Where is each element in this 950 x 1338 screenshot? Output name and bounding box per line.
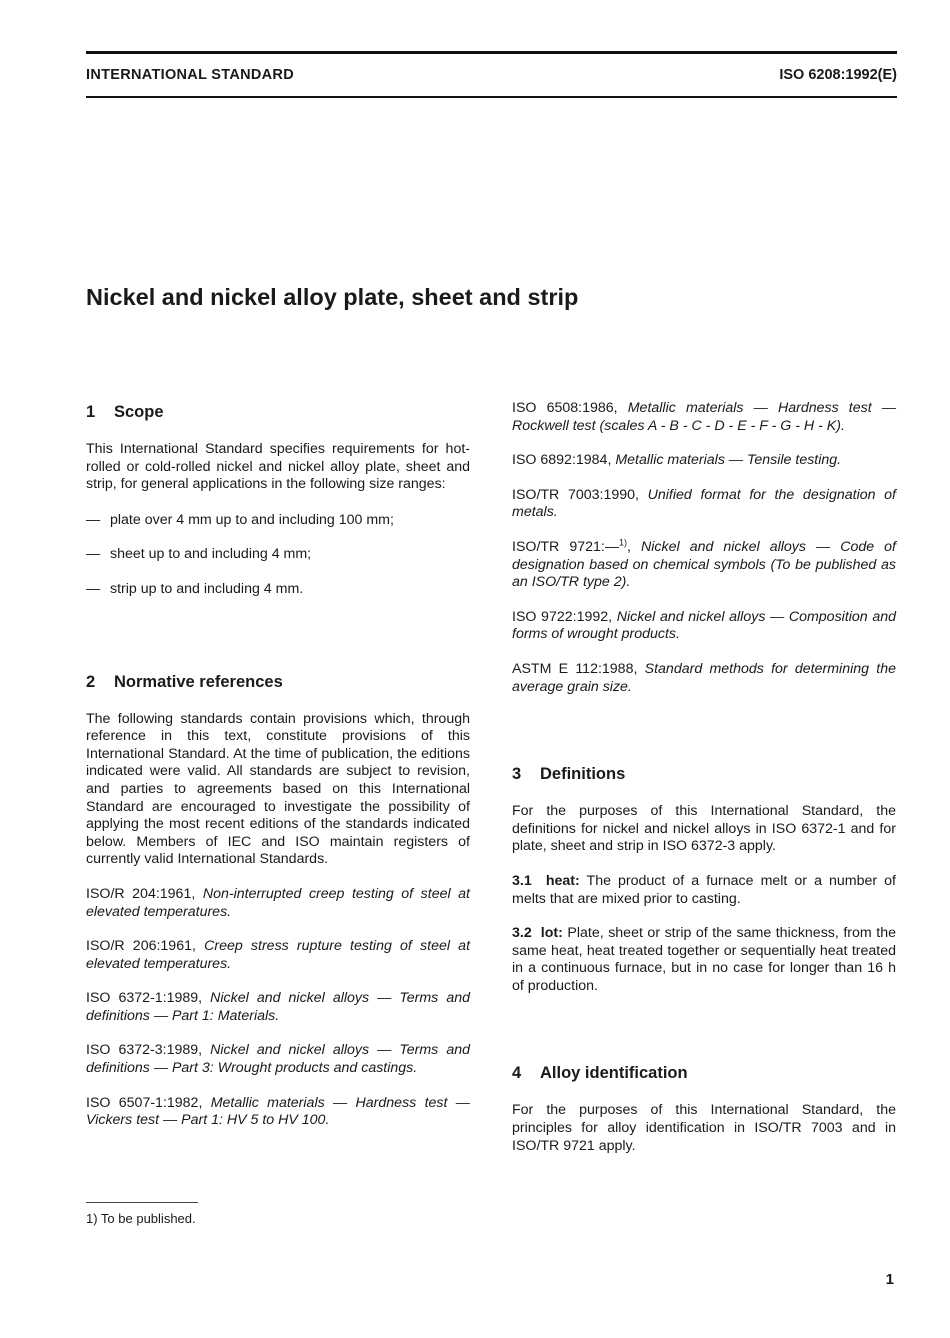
reference-title: Standard methods for determining the average grain size. [512, 660, 896, 695]
reference-entry [86, 938, 470, 973]
reference-code: ISO 6372-1:1989, [86, 990, 203, 1007]
dash-marker: — [86, 580, 101, 597]
definitions-number: 3 [512, 765, 522, 784]
page-number: 1 [885, 1271, 894, 1288]
reference-entry: ISO/TR 9721:—$^{1)}$, Nickel and nickel alloys — Code of designation based on chemical symbols (To be published as an ISO/TR type 2). [512, 537, 897, 591]
reference-code: ISO 9722:1992, [512, 608, 613, 625]
reference-entry [512, 609, 896, 644]
scope-item-text: sheet up to and including 4 mm; [110, 546, 312, 563]
definition-text: Plate, sheet or strip of the same thickness, from the same heat, heat treated together or sequentially heat treated in a continuous furnace, but in no case for longer than 16 h of production. [512, 925, 896, 994]
definition-item [512, 873, 896, 908]
reference-code: ISO 6508:1986, [512, 400, 618, 416]
reference-title: Nickel and nickel alloys — Composition and forms of wrought products. [512, 608, 896, 643]
footnote: 1) To be published. [86, 1211, 196, 1226]
reference-title: Metallic materials — Tensile testing. [615, 452, 842, 469]
reference-code: ISO/R 204:1961, [86, 885, 196, 902]
scope-intro: This International Standard specifies requirements for hot-rolled or cold-rolled nickel and nickel alloy plate, sheet and strip, for general applications in the following size ranges: [86, 441, 470, 493]
dash-marker: — [86, 546, 101, 563]
left-column [86, 400, 470, 1130]
reference-entry [86, 886, 470, 921]
header-document-number: ISO 6208:1992(E) [779, 67, 897, 83]
reference-entry [86, 1042, 470, 1077]
scope-item-text: plate over 4 mm up to and including 100 mm; [110, 511, 394, 528]
definition-term: lot: [540, 925, 563, 942]
definition-text: The product of a furnace melt or a number of melts that are mixed prior to casting. [512, 872, 896, 907]
dash-marker: — [86, 511, 101, 528]
reference-entry [86, 1095, 470, 1130]
scope-item-text: strip up to and including 4 mm. [110, 580, 304, 597]
scope-item [86, 512, 470, 530]
right-column [512, 400, 896, 1155]
reference-title: Nickel and nickel alloys — Terms and definitions — Part 1: Materials. [86, 990, 470, 1024]
scope-heading-text: Scope [114, 403, 164, 421]
reference-entry [512, 452, 896, 470]
document-title: Nickel and nickel alloy plate, sheet and strip [86, 284, 579, 310]
reference-title: Nickel and nickel alloys — Code of designation based on chemical symbols (To be published as an ISO/TR type 2). [512, 538, 897, 591]
header-rule-bottom [86, 96, 897, 98]
reference-title: Metallic materials — Hardness test — Rockwell test (scales A - B - C - D - E - F - G - H - K). [512, 400, 896, 434]
footnote-rule [86, 1202, 198, 1203]
definition-number: 3.1 [512, 872, 532, 889]
definitions-heading-text: Definitions [540, 765, 626, 784]
alloy-heading [512, 1063, 896, 1083]
header-rule-top [86, 51, 897, 54]
alloy-number: 4 [512, 1064, 522, 1083]
reference-code: ISO/R 206:1961, [86, 938, 196, 955]
reference-code: ISO/TR 9721:— [512, 538, 620, 555]
scope-number: 1 [86, 403, 96, 421]
reference-entry [512, 400, 896, 435]
header-standard-label: INTERNATIONAL STANDARD [86, 67, 294, 83]
reference-title: Non-interrupted creep testing of steel at elevated temperatures. [86, 885, 470, 920]
normative-intro: The following standards contain provisions which, through reference in this text, constitute provisions of this International Standard. At the time of publication, the editions indicated were valid. All standards are subject to revision, and parties to agreements based on this International Standard are encouraged to investigate the possibility of applying the most recent editions of the standards indicated below. Members of IEC and ISO maintain registers of currently valid International Standards. [86, 710, 470, 868]
reference-code: ISO 6507-1:1982, [86, 1094, 203, 1111]
reference-entry [512, 487, 896, 522]
reference-code: ISO 6372-3:1989, [86, 1042, 203, 1059]
reference-entry [86, 990, 470, 1025]
footnote-marker: 1) [619, 537, 628, 548]
definitions-intro: For the purposes of this International Standard, the definitions for nickel and nickel alloys in ISO 6372-1 and for plate, sheet and strip in ISO 6372-3 apply. [512, 803, 896, 855]
reference-title: Creep stress rupture testing of steel at elevated temperatures. [86, 938, 471, 972]
scope-heading [86, 402, 470, 422]
alloy-heading-text: Alloy identification [540, 1064, 688, 1083]
reference-title: Nickel and nickel alloys — Terms and definitions — Part 3: Wrought products and castings. [86, 1042, 470, 1077]
scope-item [86, 546, 470, 564]
definitions-heading [512, 764, 896, 784]
reference-code: ISO/TR 7003:1990, [512, 486, 639, 503]
definition-item [512, 925, 896, 995]
alloy-text: For the purposes of this International Standard, the principles for alloy identification in ISO/TR 7003 and in ISO/TR 9721 apply. [512, 1102, 896, 1154]
definition-number: 3.2 [512, 925, 532, 942]
normative-heading [86, 672, 470, 692]
reference-code: ASTM E 112:1988, [512, 660, 638, 677]
reference-title: Unified format for the designation of metals. [512, 486, 896, 521]
reference-entry [512, 661, 896, 696]
definition-term: heat: [545, 872, 580, 889]
reference-code: ISO 6892:1984, [512, 452, 612, 469]
normative-number: 2 [86, 672, 96, 691]
reference-title: Metallic materials — Hardness test — Vickers test — Part 1: HV 5 to HV 100. [86, 1094, 470, 1129]
normative-heading-text: Normative references [114, 672, 283, 691]
scope-item [86, 581, 470, 599]
